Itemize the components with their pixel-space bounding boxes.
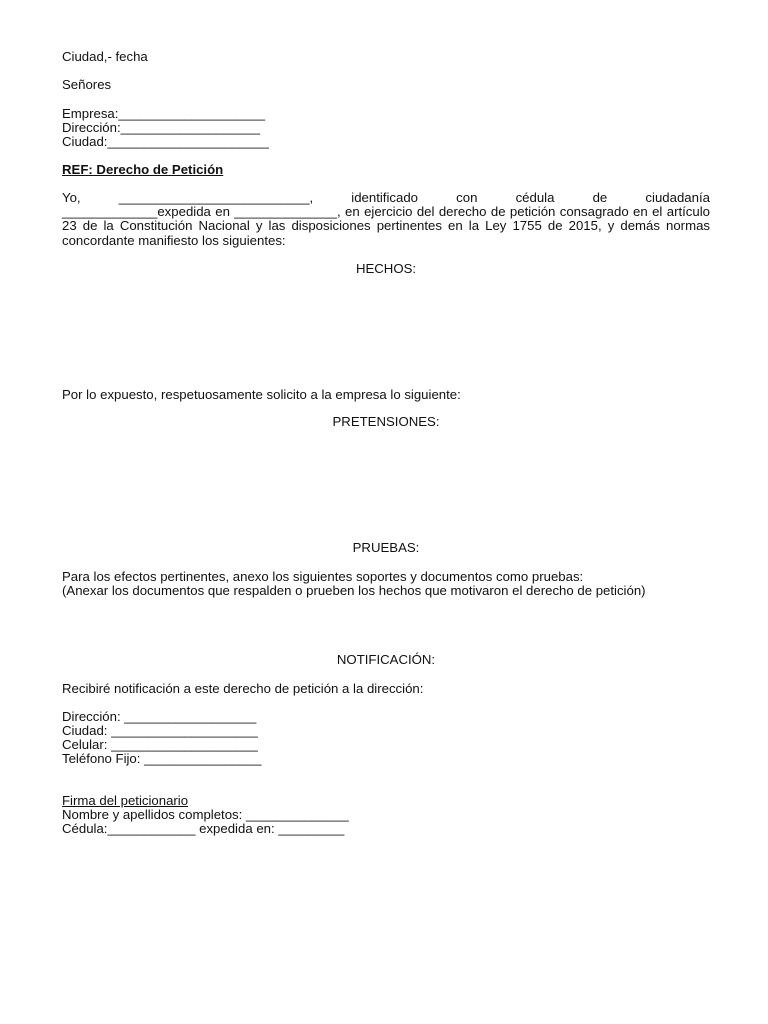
signature-label: Firma del peticionario <box>62 793 189 808</box>
empresa-field: Empresa:____________________ <box>62 106 266 121</box>
contact-direccion: Dirección: __________________ <box>62 709 257 724</box>
intro-name-blank: __________________________, <box>118 190 314 205</box>
pruebas-note: (Anexar los documentos que respalden o prueben los hechos que motivaron el derecho de petición) <box>62 583 646 598</box>
intro-de: de <box>592 190 608 205</box>
contact-celular: Celular: ____________________ <box>62 737 258 752</box>
reference-heading: REF: Derecho de Petición <box>62 162 224 177</box>
signature-cedula: Cédula:____________ expedida en: _________ <box>62 821 345 836</box>
salutation: Señores <box>62 77 112 92</box>
ciudad-field: Ciudad:______________________ <box>62 134 269 149</box>
pretensiones-heading: PRETENSIONES: <box>332 414 440 429</box>
signature-nombre: Nombre y apellidos completos: ______________ <box>62 807 349 822</box>
intro-identificado: identificado <box>351 190 418 205</box>
pruebas-text: Para los efectos pertinentes, anexo los siguientes soportes y documentos como pruebas: <box>62 569 584 584</box>
intro-yo: Yo, <box>62 190 81 205</box>
contact-telefono: Teléfono Fijo: ________________ <box>62 751 262 766</box>
expuesto-text: Por lo expuesto, respetuosamente solicito a la empresa lo siguiente: <box>62 387 461 402</box>
notificacion-heading: NOTIFICACIÓN: <box>336 652 436 667</box>
contact-ciudad: Ciudad: ____________________ <box>62 723 258 738</box>
hechos-heading: HECHOS: <box>355 261 417 276</box>
direccion-field: Dirección:___________________ <box>62 120 260 135</box>
intro-con: con <box>456 190 478 205</box>
pruebas-heading: PRUEBAS: <box>352 540 420 555</box>
intro-ciudadania: ciudadanía <box>645 190 710 205</box>
city-date: Ciudad,- fecha <box>62 49 148 64</box>
notificacion-text: Recibiré notificación a este derecho de petición a la dirección: <box>62 681 424 696</box>
intro-paragraph: _____________expedida en ______________, en ejercicio del derecho de petición consagrado en el artículo 23 de la Constitución Nacional y las disposiciones pertinentes en la Ley 1755 de 2015, y demás normas concordante manifiesto los siguientes: <box>62 204 710 248</box>
intro-cedula: cédula <box>515 190 555 205</box>
